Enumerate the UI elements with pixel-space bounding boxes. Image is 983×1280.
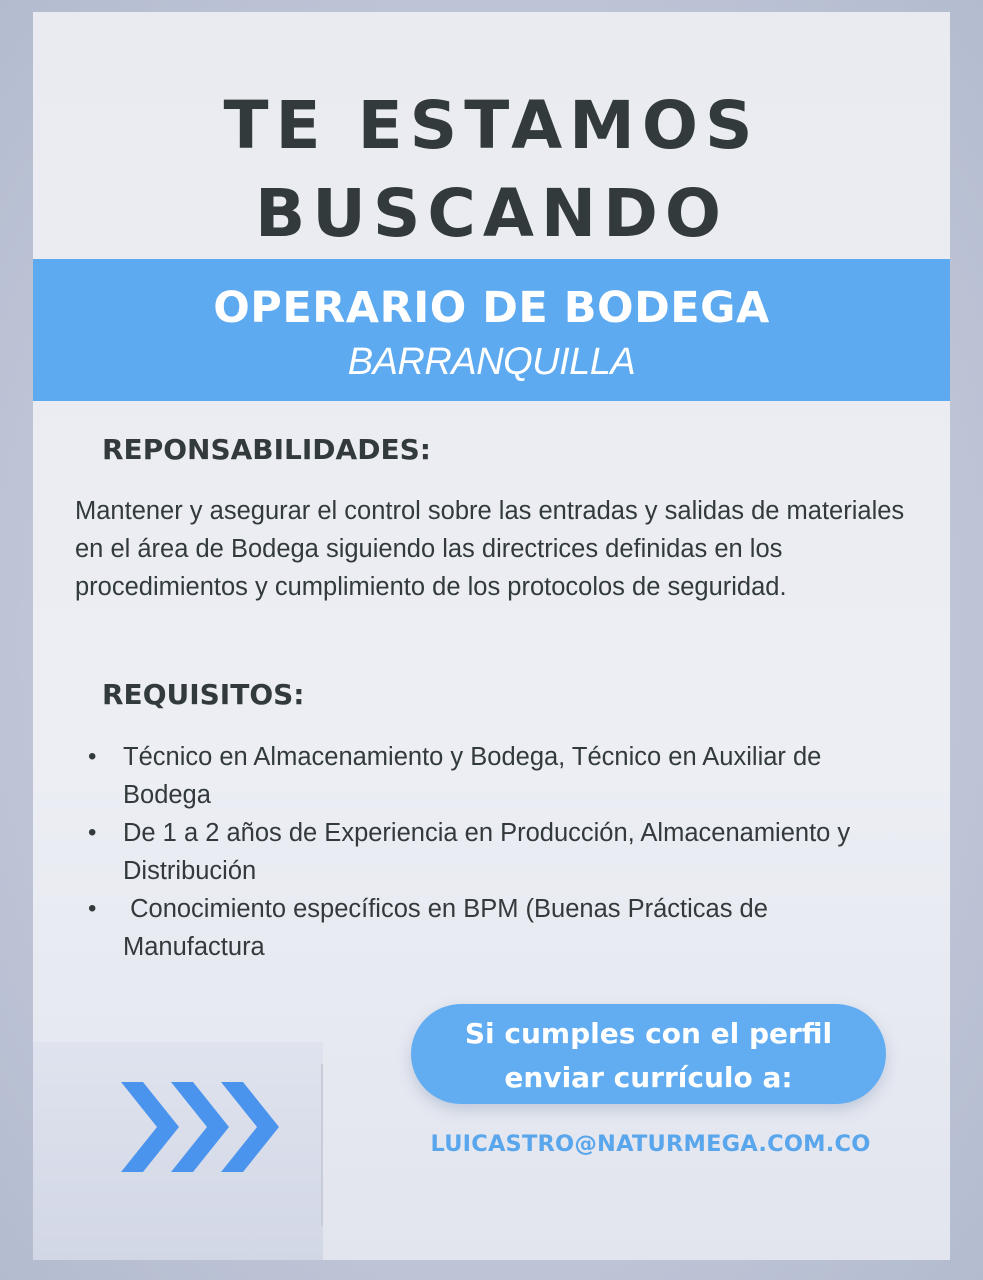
list-item [88, 890, 888, 966]
bullet-icon: • [88, 895, 97, 922]
contact-email-link[interactable]: LUICASTRO@NATURMEGA.COM.CO [430, 1131, 871, 1157]
cta-text [411, 1012, 886, 1100]
headline [33, 82, 950, 258]
headline-line-1: TE ESTAMOS [223, 87, 760, 164]
list-item [88, 814, 888, 890]
triple-chevron-right-icon [121, 1082, 281, 1172]
bullet-icon: • [88, 743, 97, 770]
cta-line-1: Si cumples con el perfil [464, 1017, 833, 1050]
requirements-heading: REQUISITOS: [102, 678, 305, 711]
bullet-icon: • [88, 819, 97, 846]
responsibilities-text: Mantener y asegurar el control sobre las entradas y salidas de materiales en el área de Bodega siguiendo las directrices definidas en los procedimientos y cumplimiento de los protocolos de seguridad. [75, 497, 905, 601]
requirement-text: Conocimiento específicos en BPM (Buenas Prácticas de Manufactura [123, 895, 775, 961]
list-item [88, 738, 888, 814]
footer-divider [321, 1064, 323, 1226]
requirement-text: De 1 a 2 años de Experiencia en Producción, Almacenamiento y Distribución [123, 819, 851, 885]
requirements-list [88, 738, 888, 966]
requirement-text: Técnico en Almacenamiento y Bodega, Técnico en Auxiliar de Bodega [123, 743, 822, 809]
cta-line-2: enviar currículo a: [504, 1061, 793, 1094]
headline-line-2: BUSCANDO [254, 175, 729, 252]
position-city: BARRANQUILLA [347, 341, 636, 383]
job-poster-card [33, 12, 950, 1260]
responsibilities-heading: REPONSABILIDADES: [102, 433, 431, 466]
position-title: OPERARIO DE BODEGA [213, 283, 770, 333]
